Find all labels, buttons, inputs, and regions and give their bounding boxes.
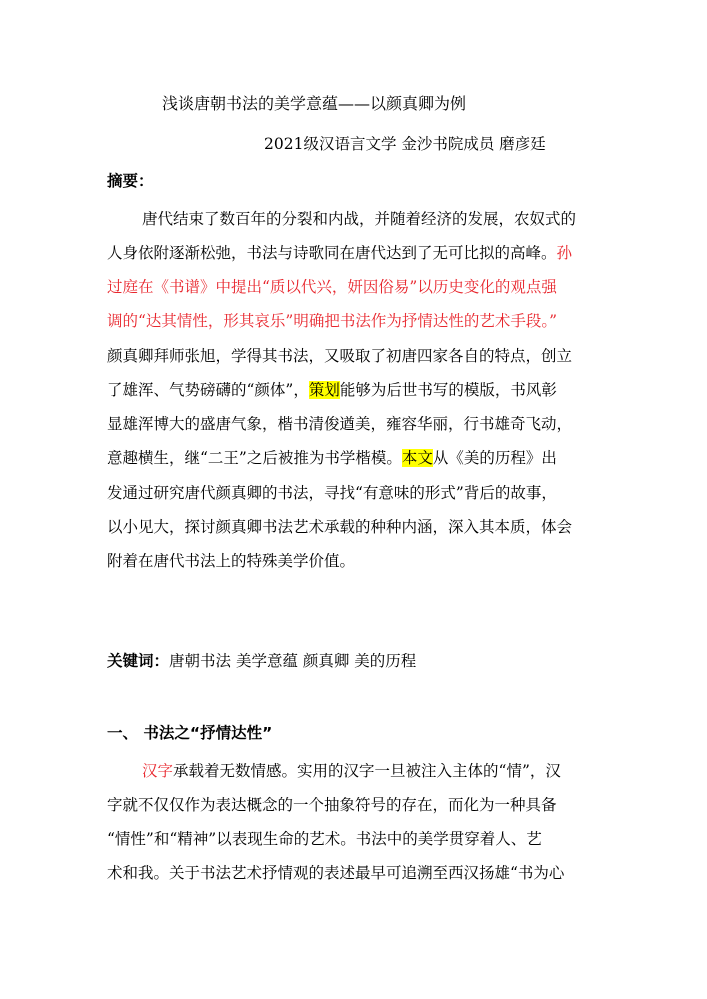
abstract-label: 摘要：	[107, 172, 154, 190]
abstract-line-6	[107, 380, 557, 400]
abstract-line-8-text-b: 从《美的历程》出	[432, 449, 557, 467]
section-1-line-1-text: 承载着无数情感。实用的汉字一旦被注入主体的“情”，汉	[173, 762, 561, 780]
abstract-line-3-red: 过庭在《书谱》中提出“质以代兴，妍因俗易”以历史变化的观点强	[107, 278, 557, 296]
abstract-line-10: 以小见大，探讨颜真卿书法艺术承载的种种内涵，深入其本质，体会	[107, 518, 573, 536]
abstract-line-9: 发通过研究唐代颜真卿的书法，寻找“有意味的形式”背后的故事，	[107, 484, 557, 502]
keywords-text: 唐朝书法 美学意蕴 颜真卿 美的历程	[169, 652, 417, 670]
abstract-line-4-red: 调的“达其情性，形其哀乐”明确把书法作为抒情达性的艺术手段。”	[107, 312, 558, 330]
abstract-line-5: 颜真卿拜师张旭，学得其书法，又吸取了初唐四家各自的特点，创立	[107, 347, 573, 365]
section-1-heading: 一、 书法之“抒情达性”	[107, 724, 273, 742]
document-title: 浅谈唐朝书法的美学意蕴——以颜真卿为例	[162, 94, 467, 113]
abstract-line-11: 附着在唐代书法上的特殊美学价值。	[107, 552, 356, 570]
keywords-label: 关键词：	[107, 652, 170, 670]
abstract-line-2	[107, 243, 572, 263]
abstract-red-quote-start: 孙	[556, 244, 573, 262]
abstract-line-1: 唐代结束了数百年的分裂和内战，并随着经济的发展，农奴式的	[142, 210, 577, 228]
abstract-line-2-text: 人身依附逐渐松弛，书法与诗歌同在唐代达到了无可比拟的高峰。	[107, 244, 557, 262]
abstract-line-8-text-a: 意趣横生，继“二王”之后被推为书学楷模。	[107, 449, 402, 467]
section-1-line-3: “情性”和“精神”以表现生命的艺术。书法中的美学贯穿着人、艺	[107, 830, 542, 848]
section-1-line-1	[142, 761, 561, 781]
highlight-benwen: 本文	[401, 449, 433, 467]
author-line: 2021级汉语言文学 金沙书院成员 磨彦廷	[264, 135, 546, 153]
section-1-line-4: 术和我。关于书法艺术抒情观的表述最早可追溯至西汉扬雄“书为心	[107, 864, 565, 882]
keywords-line	[107, 651, 416, 671]
section-1-line-2: 字就不仅仅作为表达概念的一个抽象符号的存在，而化为一种具备	[107, 796, 557, 814]
abstract-line-7: 显雄浑博大的盛唐气象，楷书清俊遒美，雍容华丽，行书雄奇飞动，	[107, 415, 573, 433]
abstract-line-6-text-a: 了雄浑、气势磅礴的“颜体”，	[107, 381, 309, 399]
abstract-line-8	[107, 448, 557, 468]
abstract-line-6-text-b: 能够为后世书写的模版，书风彰	[339, 381, 557, 399]
highlight-cehua: 策划	[308, 381, 340, 399]
section-1-red-word: 汉字	[142, 762, 174, 780]
